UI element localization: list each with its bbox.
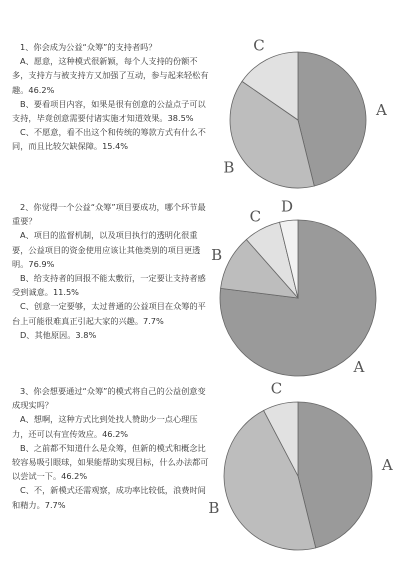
pie-slice-label-c: C <box>249 207 262 226</box>
option-b: B、之前都不知道什么是众筹，但新的模式和概念比较容易吸引眼球，如果能帮助实现目标，什么办法都可以尝试一下。46.2% <box>12 442 209 482</box>
survey-question-2 <box>0 197 400 380</box>
pie-slice-label-a: A <box>375 100 387 119</box>
question-text-block <box>12 40 212 154</box>
pie-slice-label-b: B <box>208 498 220 517</box>
option-b: B、给支持者的回报不能太敷衍，一定要让支持者感受到诚意。11.5% <box>12 273 206 298</box>
pie-chart-3 <box>198 380 398 560</box>
pie-slice-label-a: A <box>381 456 393 475</box>
pie-slice-label-b: B <box>223 158 235 177</box>
option-c: C、不，新模式还需观察，成功率比较低，浪费时间和精力。7.7% <box>12 485 206 510</box>
pie-chart-svg <box>198 197 398 380</box>
pie-slice-label-c: C <box>270 379 283 398</box>
pie-slice-label-d: D <box>281 197 294 216</box>
option-a: A、想啊，这种方式比到处找人赞助少一点心理压力，还可以有宣传效应。46.2% <box>12 414 198 439</box>
question-text-block <box>12 384 212 512</box>
pie-chart-1 <box>198 30 398 200</box>
question-text-block <box>12 200 212 342</box>
pie-chart-2 <box>198 197 398 380</box>
option-c: C、不愿意，看不出这个和传统的筹款方式有什么不同，而且比较欠缺保障。15.4% <box>12 127 206 152</box>
option-b: B、要看项目内容，如果是很有创意的公益点子可以支持，毕竟创意需要付诸实施才知道效果。38.5% <box>12 98 206 124</box>
option-a: A、愿意，这种模式很新颖，每个人支持的份额不多，支持方与被支持方又加强了互动，参与起来轻松有趣。46.2% <box>12 56 209 95</box>
pie-slice-label-b: B <box>211 246 223 265</box>
question-title: 2、你觉得一个公益“众筹”项目要成功，哪个环节最重要？ <box>12 202 206 227</box>
question-title: 3、你会想要通过“众筹”的模式将自己的公益创意变成现实吗？ <box>12 386 206 411</box>
question-title: 1、你会成为公益“众筹”的支持者吗？ <box>20 42 157 52</box>
option-a: A、项目的监督机制，以及项目执行的透明化很重要，公益项目的资金使用应该让其他类别的项目更透明。76.9% <box>12 230 201 269</box>
pie-chart-svg <box>198 30 398 200</box>
pie-slice-label-a: A <box>353 357 365 376</box>
pie-slice-label-c: C <box>253 36 265 55</box>
option-c: C、创意一定要够，太过普通的公益项目在众筹的平台上可能很难真正引起大家的兴趣。7.7% <box>12 301 206 326</box>
survey-question-1 <box>0 30 400 200</box>
survey-question-3 <box>0 380 400 560</box>
option-d: D、其他原因。3.8% <box>20 329 97 340</box>
pie-chart-svg <box>198 380 398 560</box>
